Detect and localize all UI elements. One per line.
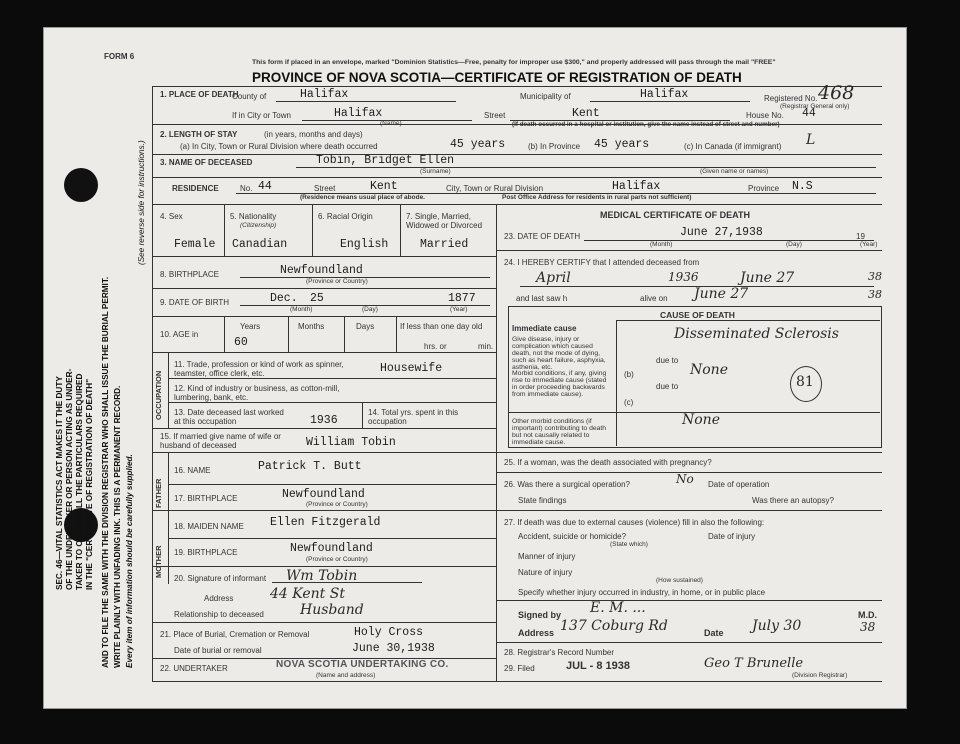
form-number: FORM 6 xyxy=(104,52,135,61)
last-saw-label: and last saw h xyxy=(516,294,568,303)
stay-prov-label: (b) In Province xyxy=(528,142,581,151)
citizenship-note: (Citizenship) xyxy=(240,222,277,229)
municipality-value: Halifax xyxy=(640,88,689,101)
res-no-label: No. xyxy=(240,184,253,193)
res-street-value: Kent xyxy=(370,180,398,193)
stay-prov-value: 45 years xyxy=(594,138,650,151)
stay-canada-value: L xyxy=(806,132,816,148)
residence-label: RESIDENCE xyxy=(172,184,219,193)
nineteen: 19 xyxy=(856,232,865,241)
operation-label: 26. Was there a surgical operation? xyxy=(504,480,630,489)
last-saw-year: 38 xyxy=(868,288,882,301)
place-of-death-label: 1. PLACE OF DEATH xyxy=(160,90,239,99)
racial-value: English xyxy=(340,238,389,251)
city-label: If in City or Town xyxy=(232,111,291,120)
house-value: 44 xyxy=(802,107,816,120)
registrar-signature: Geo T Brunelle xyxy=(704,656,804,671)
punch-hole xyxy=(64,168,98,202)
informant-label: 20. Signature of informant xyxy=(174,574,267,583)
last-saw-value: June 27 xyxy=(694,286,749,302)
md-address-value: 137 Coburg Rd xyxy=(560,618,668,634)
pregnancy-label: 25. If a woman, was the death associated with pregnancy? xyxy=(504,458,712,467)
dob-label: 9. DATE OF BIRTH xyxy=(160,298,230,307)
deceased-name-label: 3. NAME OF DECEASED xyxy=(160,158,253,167)
reg-gen-note: (Registrar General only) xyxy=(780,103,850,110)
attended-from-value: April xyxy=(536,270,571,286)
spouse-label: 15. If married give name of wife or husband of deceased xyxy=(160,432,281,450)
res-note-2: Post Office Address for residents in rural parts not sufficient) xyxy=(502,194,692,201)
year-note: (Year) xyxy=(450,306,468,313)
burial-date-value: June 30,1938 xyxy=(352,642,435,655)
cause-title: CAUSE OF DEATH xyxy=(660,310,735,320)
relationship-label: Relationship to deceased xyxy=(174,610,264,619)
name-addr-note: (Name and address) xyxy=(316,672,376,679)
sign-date-label: Date xyxy=(704,628,724,638)
burial-date-label: Date of burial or removal xyxy=(174,646,262,655)
industry-label: 12. Kind of industry or business, as cotton-mill, lumbering, bank, etc. xyxy=(174,384,340,402)
day-note: (Day) xyxy=(362,306,378,313)
marital-label: 7. Single, Married, Widowed or Divorced xyxy=(406,212,483,230)
relationship-value: Husband xyxy=(300,602,364,618)
manner-label: Manner of injury xyxy=(518,552,576,561)
b-marker: (b) xyxy=(624,370,634,379)
burial-label: 21. Place of Burial, Cremation or Removal xyxy=(160,630,310,639)
due-to-label: due to xyxy=(656,356,679,365)
years-label: Years xyxy=(240,322,261,331)
county-value: Halifax xyxy=(300,88,349,101)
mother-bp-value: Newfoundland xyxy=(290,542,373,555)
prov-country-note: (Province or Country) xyxy=(306,556,368,563)
res-city-value: Halifax xyxy=(612,180,661,193)
res-city-label: City, Town or Rural Division xyxy=(446,184,544,193)
sex-label: 4. Sex xyxy=(160,212,183,221)
mother-maiden-label: 18. MAIDEN NAME xyxy=(174,522,244,531)
month-note: (Month) xyxy=(650,241,673,248)
mother-bp-label: 19. BIRTHPLACE xyxy=(174,548,238,557)
registrar-record-label: 28. Registrar's Record Number xyxy=(504,648,615,657)
date-of-death-value: June 27,1938 xyxy=(680,226,763,239)
filed-label: 29. Filed xyxy=(504,664,535,673)
racial-label: 6. Racial Origin xyxy=(318,212,373,221)
street-value: Kent xyxy=(572,107,600,120)
date-of-death-label: 23. DATE OF DEATH xyxy=(504,232,581,241)
min-label: min. xyxy=(478,342,494,351)
hrs-label: hrs. or xyxy=(424,342,447,351)
signed-by-label: Signed by xyxy=(518,610,562,620)
nature-label: Nature of injury xyxy=(518,568,573,577)
marital-value: Married xyxy=(420,238,469,251)
circled-value: 81 xyxy=(796,374,814,390)
hospital-note: (If death occurred in a hospital or institution, give the name instead of street and number) xyxy=(512,121,780,128)
date-injury-label: Date of injury xyxy=(708,532,756,541)
house-label: House No. xyxy=(746,111,784,120)
mother-side-label: MOTHER xyxy=(154,545,163,578)
given-note: (Given name or names) xyxy=(700,168,769,175)
surname-note: (Surname) xyxy=(420,168,451,175)
attended-to-value: June 27 xyxy=(740,270,795,286)
accident-label: Accident, suicide or homicide? xyxy=(518,532,627,541)
res-prov-value: N.S xyxy=(792,180,813,193)
deceased-name-value: Tobin, Bridget Ellen xyxy=(316,154,455,167)
nationality-label: 5. Nationality xyxy=(230,212,277,221)
occupation-label: OCCUPATION xyxy=(154,370,163,420)
md-label: M.D. xyxy=(858,610,877,620)
name-note: (Name) xyxy=(380,120,402,127)
dob-year: 1877 xyxy=(448,292,476,305)
sign-year-value: 38 xyxy=(860,620,876,634)
autopsy-label: Was there an autopsy? xyxy=(752,496,834,505)
burial-place-value: Holy Cross xyxy=(354,626,424,639)
sign-date-value: July 30 xyxy=(752,618,802,634)
c-marker: (c) xyxy=(624,398,634,407)
undertaker-stamp: NOVA SCOTIA UNDERTAKING CO. xyxy=(276,659,449,670)
street-label: Street xyxy=(484,111,506,120)
div-reg-note: (Division Registrar) xyxy=(792,672,848,679)
signed-by-value: E. M. ... xyxy=(590,600,646,616)
months-label: Months xyxy=(298,322,325,331)
stay-city-label: (a) In City, Town or Rural Division where death occurred xyxy=(180,142,378,151)
occupation-value: Housewife xyxy=(380,362,443,375)
last-worked-value: 1936 xyxy=(310,414,338,427)
immediate-label: Immediate cause xyxy=(512,324,577,333)
specify-label: Specify whether injury occurred in industry, in home, or in public place xyxy=(518,588,766,597)
municipality-label: Municipality of xyxy=(520,92,571,101)
date-op-label: Date of operation xyxy=(708,480,770,489)
immediate-note: Give disease, injury or complication which caused death, not the mode of dying, such as heart failure, asphyxia, asthenia, etc. xyxy=(512,336,606,371)
cause-a-value: Disseminated Sclerosis xyxy=(674,326,839,342)
father-bp-value: Newfoundland xyxy=(282,488,365,501)
dob-day: 25 xyxy=(310,292,324,305)
day-note: (Day) xyxy=(786,241,802,248)
md-address-label: Address xyxy=(518,628,555,638)
year-note: (Year) xyxy=(860,241,878,248)
birthplace-value: Newfoundland xyxy=(280,264,363,277)
mother-maiden-value: Ellen Fitzgerald xyxy=(270,516,381,529)
certify-label: 24. I HEREBY CERTIFY that I attended deceased from xyxy=(504,258,700,267)
dob-month: Dec. xyxy=(270,292,298,305)
findings-label: State findings xyxy=(518,496,567,505)
age-label: 10. AGE in xyxy=(160,330,199,339)
nationality-value: Canadian xyxy=(232,238,288,251)
sex-value: Female xyxy=(174,238,216,251)
spouse-value: William Tobin xyxy=(306,436,396,449)
prov-country-note: (Province or Country) xyxy=(306,278,368,285)
stay-city-value: 45 years xyxy=(450,138,506,151)
county-label: County of xyxy=(232,92,267,101)
morbid-label: Morbid conditions, if any, giving rise to immediate cause (stated in order proceeding backwards from immediate cause). xyxy=(512,370,607,398)
other-morbid-value: None xyxy=(682,412,720,428)
state-which-note: (State which) xyxy=(610,541,648,548)
city-value: Halifax xyxy=(334,107,383,120)
stay-sub: (in years, months and days) xyxy=(264,130,363,139)
res-note-1: (Residence means usual place of abode. xyxy=(300,194,425,201)
inf-address-value: 44 Kent St xyxy=(270,586,345,602)
attended-to-year: 38 xyxy=(868,270,882,283)
other-morbid-label: Other morbid conditions (if important) contributing to death but not causally related to immediate cause. xyxy=(512,418,607,446)
informant-value: Wm Tobin xyxy=(286,568,358,584)
total-years-label: 14. Total yrs. spent in this occupation xyxy=(368,408,459,426)
undertaker-label: 22. UNDERTAKER xyxy=(160,664,228,673)
prov-country-note: (Province or Country) xyxy=(306,501,368,508)
father-bp-label: 17. BIRTHPLACE xyxy=(174,494,238,503)
age-years-value: 60 xyxy=(234,336,248,349)
last-worked-label: 13. Date deceased last worked at this occupation xyxy=(174,408,284,426)
alive-on-label: alive on xyxy=(640,294,668,303)
how-sustained-note: (How sustained) xyxy=(656,577,703,584)
certificate-title: PROVINCE OF NOVA SCOTIA—CERTIFICATE OF REGISTRATION OF DEATH xyxy=(252,70,742,85)
length-of-stay-label: 2. LENGTH OF STAY xyxy=(160,130,238,139)
registered-no-label: Registered No. xyxy=(764,94,818,103)
due-to-label: due to xyxy=(656,382,679,391)
res-no-value: 44 xyxy=(258,180,272,193)
father-name-value: Patrick T. Butt xyxy=(258,460,362,473)
birthplace-label: 8. BIRTHPLACE xyxy=(160,270,219,279)
attended-year: 1936 xyxy=(668,270,699,284)
father-side-label: FATHER xyxy=(154,478,163,508)
month-note: (Month) xyxy=(290,306,313,313)
registered-no-value: 468 xyxy=(818,82,855,104)
operation-value: No xyxy=(676,472,694,486)
medical-title: MEDICAL CERTIFICATE OF DEATH xyxy=(600,210,750,220)
filed-stamp: JUL - 8 1938 xyxy=(566,660,631,672)
trade-label: 11. Trade, profession or kind of work as spinner, teamster, office clerk, etc. xyxy=(174,360,344,378)
res-street-label: Street xyxy=(314,184,336,193)
res-prov-label: Province xyxy=(748,184,780,193)
lt1day-label: If less than one day old xyxy=(400,322,483,331)
inf-address-label: Address xyxy=(204,594,234,603)
mail-notice: This form if placed in an envelope, marked "Dominion Statistics—Free, penalty for improper use $300," and properly addressed will pass through the mail "FREE" xyxy=(252,59,776,66)
cause-b-value: None xyxy=(690,362,728,378)
external-causes-label: 27. If death was due to external causes (violence) fill in also the following: xyxy=(504,518,765,527)
father-name-label: 16. NAME xyxy=(174,466,211,475)
days-label: Days xyxy=(356,322,375,331)
stay-canada-label: (c) In Canada (if immigrant) xyxy=(684,142,782,151)
